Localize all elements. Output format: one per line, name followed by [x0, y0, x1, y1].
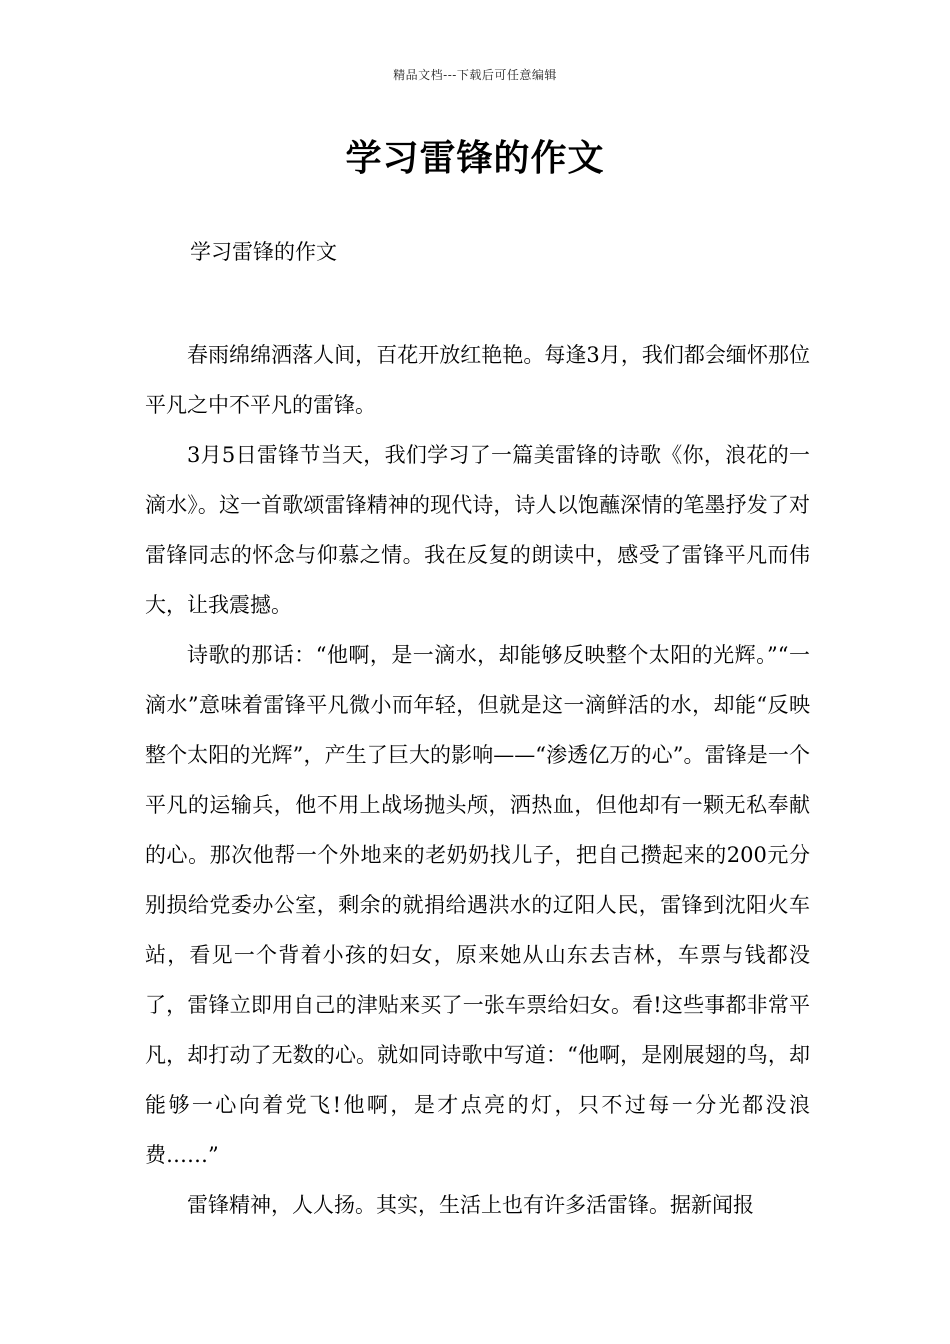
paragraph: 诗歌的那话：“他啊，是一滴水，却能够反映整个太阳的光辉。”“一滴水”意味着雷锋平凡微小而年轻，但就是这一滴鲜活的水，却能“反映整个太阳的光辉”，产生了巨大的影响——“渗透亿万的心”。雷锋是一个平凡的运输兵，他不用上战场抛头颅，洒热血，但他却有一颗无私奉献的心。那次他帮一个外地来的老奶奶找儿子，把自己攒起来的200元分别损给党委办公室，剩余的就捐给遇洪水的辽阳人民，雷锋到沈阳火车站，看见一个背着小孩的妇女，原来她从山东去吉林，车票与钱都没了，雷锋立即用自己的津贴来买了一张车票给妇女。看!这些事都非常平凡，却打动了无数的心。就如同诗歌中写道：“他啊，是刚展翅的鸟，却能够一心向着党飞!他啊，是才点亮的灯，只不过每一分光都没浪费……” — [145, 643, 810, 1167]
paragraph: 雷锋精神，人人扬。其实，生活上也有许多活雷锋。据新闻报 — [187, 1193, 754, 1217]
paragraph: 3月5日雷锋节当天，我们学习了一篇美雷锋的诗歌《你，浪花的一滴水》。这一首歌颂雷锋精神的现代诗，诗人以饱蘸深情的笔墨抒发了对雷锋同志的怀念与仰慕之情。我在反复的朗读中，感受了雷锋平凡而伟大，让我震撼。 — [145, 443, 810, 617]
header-note: 精品文档---下载后可任意编辑 — [393, 68, 557, 82]
document-subtitle: 学习雷锋的作文 — [190, 240, 337, 264]
document-title: 学习雷锋的作文 — [345, 138, 605, 179]
paragraph: 春雨绵绵洒落人间，百花开放红艳艳。每逢3月，我们都会缅怀那位平凡之中不平凡的雷锋。 — [145, 343, 810, 417]
body-text — [145, 330, 810, 1230]
